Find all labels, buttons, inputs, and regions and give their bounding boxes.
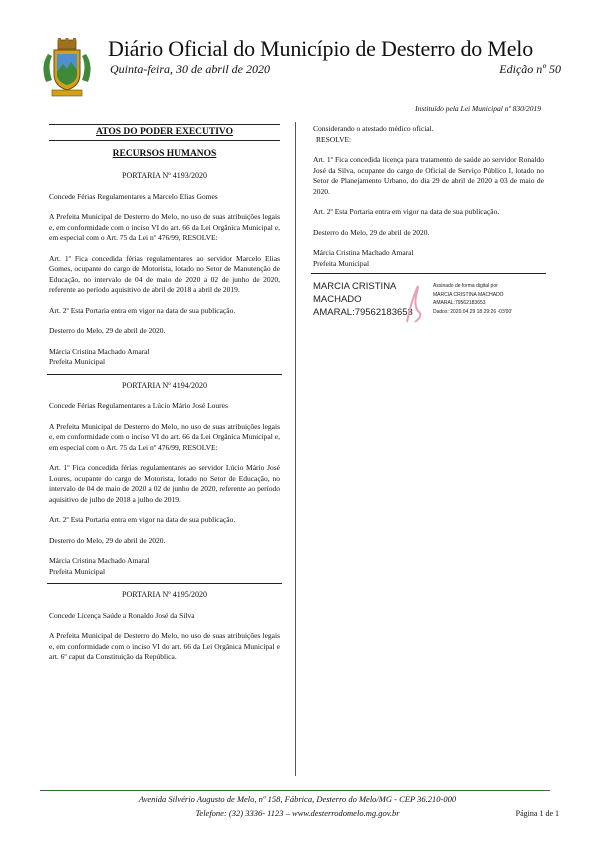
portaria-title: PORTARIA Nº 4194/2020 — [122, 380, 207, 390]
portaria-article-1: Art. 1º Fica concedida férias regulamentares ao servidor Marcelo Elias Gomes, ocupante do cargo de Motorista, lotado no Setor de Manutenção de Educação, no intervalo de 04 de maio de 2020 a 02 de junho de 2020, referente ao período aquisitivo de abril de 2018 a abril de 2019. — [49, 253, 280, 294]
portaria-article-2: Art. 2º Esta Portaria entra em vigor na data de sua publicação. — [49, 515, 236, 524]
footer-divider — [40, 790, 550, 791]
portaria-place-date: Desterro do Melo, 29 de abril de 2020. — [49, 535, 166, 545]
portaria-article-1: Art. 1º Fica concedida licença para tratamento de saúde ao servidor Ronaldo José da Silva, ocupante do cargo de Oficial de Serviço Público I, lotado no Setor de Planejamento Urbano, do dia 29 de abril de 2020 a 03 de maio de 2020. — [313, 155, 544, 196]
signer-role: Prefeita Municipal — [49, 357, 106, 366]
right-column — [313, 124, 544, 330]
page-header — [36, 36, 561, 96]
signature-mark-icon — [401, 282, 429, 326]
column-divider — [295, 122, 296, 776]
portaria-4195 — [49, 590, 280, 663]
left-column — [49, 124, 280, 673]
section-separator — [47, 583, 282, 584]
portaria-preamble: A Prefeita Municipal de Desterro do Melo, no uso de suas atribuições legais e, em conformidade com o inciso VI do art. 66 da Lei Orgânica Municipal e, em especial com o Art. 75 da Lei nº 476/99, RESOLVE: — [49, 421, 280, 452]
section-title: ATOS DO PODER EXECUTIVO — [49, 124, 280, 141]
section-separator — [311, 273, 546, 274]
page-number: Página 1 de 1 — [515, 809, 559, 818]
portaria-subject: Concede Licença Saúde a Ronaldo José da Silva — [49, 610, 195, 620]
signer-name: Márcia Cristina Machado Amaral — [49, 346, 150, 356]
resolve-text: RESOLVE: — [316, 134, 352, 144]
footer-address: Avenida Silvério Augusto de Melo, nº 158, Fábrica, Desterro do Melo/MG - CEP 36.210-000 — [138, 794, 457, 804]
institution-note: Instituído pela Lei Municipal nº 830/2019 — [415, 104, 541, 113]
portaria-4194 — [49, 381, 280, 578]
section-separator — [47, 374, 282, 375]
portaria-place-date: Desterro do Melo, 29 de abril de 2020. — [49, 326, 166, 335]
edition-number: Edição nº 50 — [499, 62, 561, 76]
portaria-subject: Concede Férias Regulamentares a Marcelo Elias Gomes — [49, 191, 218, 201]
portaria-title: PORTARIA Nº 4193/2020 — [122, 171, 207, 180]
portaria-preamble: A Prefeita Municipal de Desterro do Melo, no uso de suas atribuições legais e, em conformidade com o inciso VI do art. 66 da Lei Orgânica Municipal e art. 6º caput da Constituição da República. — [49, 631, 280, 661]
signer-role: Prefeita Municipal — [313, 258, 370, 268]
portaria-place-date: Desterro do Melo, 29 de abril de 2020. — [313, 227, 430, 237]
portaria-preamble: A Prefeita Municipal de Desterro do Melo, no uso de suas atribuições legais e, em conformidade com o inciso VI do art. 66 da Lei Orgânica Municipal e, em especial com o Art. 75 da Lei nº 476/99, RESOLVE: — [49, 212, 280, 242]
signer-name: Márcia Cristina Machado Amaral — [313, 248, 414, 257]
signer-role: Prefeita Municipal — [49, 566, 106, 576]
portaria-4193 — [49, 171, 280, 368]
portaria-title: PORTARIA Nº 4195/2020 — [122, 590, 207, 599]
digital-signature — [313, 280, 544, 330]
signer-name: Márcia Cristina Machado Amaral — [49, 556, 150, 565]
municipal-crest-icon — [36, 36, 98, 98]
portaria-article-2: Art. 2º Esta Portaria entra em vigor na data de sua publicação. — [49, 305, 236, 315]
subsection-title: RECURSOS HUMANOS — [112, 148, 217, 159]
digital-signature-details: Assinado de forma digital por MARCIA CRISTINA MACHADO AMARAL:79562183653 Dados: 2020.04.29 18:29:26 -03'00' — [433, 283, 513, 315]
portaria-article-2: Art. 2º Esta Portaria entra em vigor na data de sua publicação. — [313, 207, 500, 216]
digital-signature-name: MARCIA CRISTINA MACHADO AMARAL:79562183653 — [313, 281, 413, 318]
issue-date: Quinta-feira, 30 de abril de 2020 — [110, 62, 270, 76]
portaria-subject: Concede Férias Regulamentares a Lúcio Mário José Loures — [49, 401, 228, 410]
footer-contact: Telefone: (32) 3336- 1123 – www.desterrodomelo.mg.gov.br — [195, 808, 400, 818]
portaria-article-1: Art. 1º Fica concedida férias regulamentares ao servidor Lúcio Mário José Loures, ocupante do cargo de Motorista, lotado no Setor de Educação, no intervalo de 04 de maio de 2020 a 02 de junho de 2020, referente ao período aquisitivo de julho de 2018 a julho de 2019. — [49, 463, 280, 504]
considerando-text: Considerando o atestado médico oficial. — [313, 124, 434, 133]
newspaper-title: Diário Oficial do Município de Desterro do Melo — [108, 36, 533, 61]
